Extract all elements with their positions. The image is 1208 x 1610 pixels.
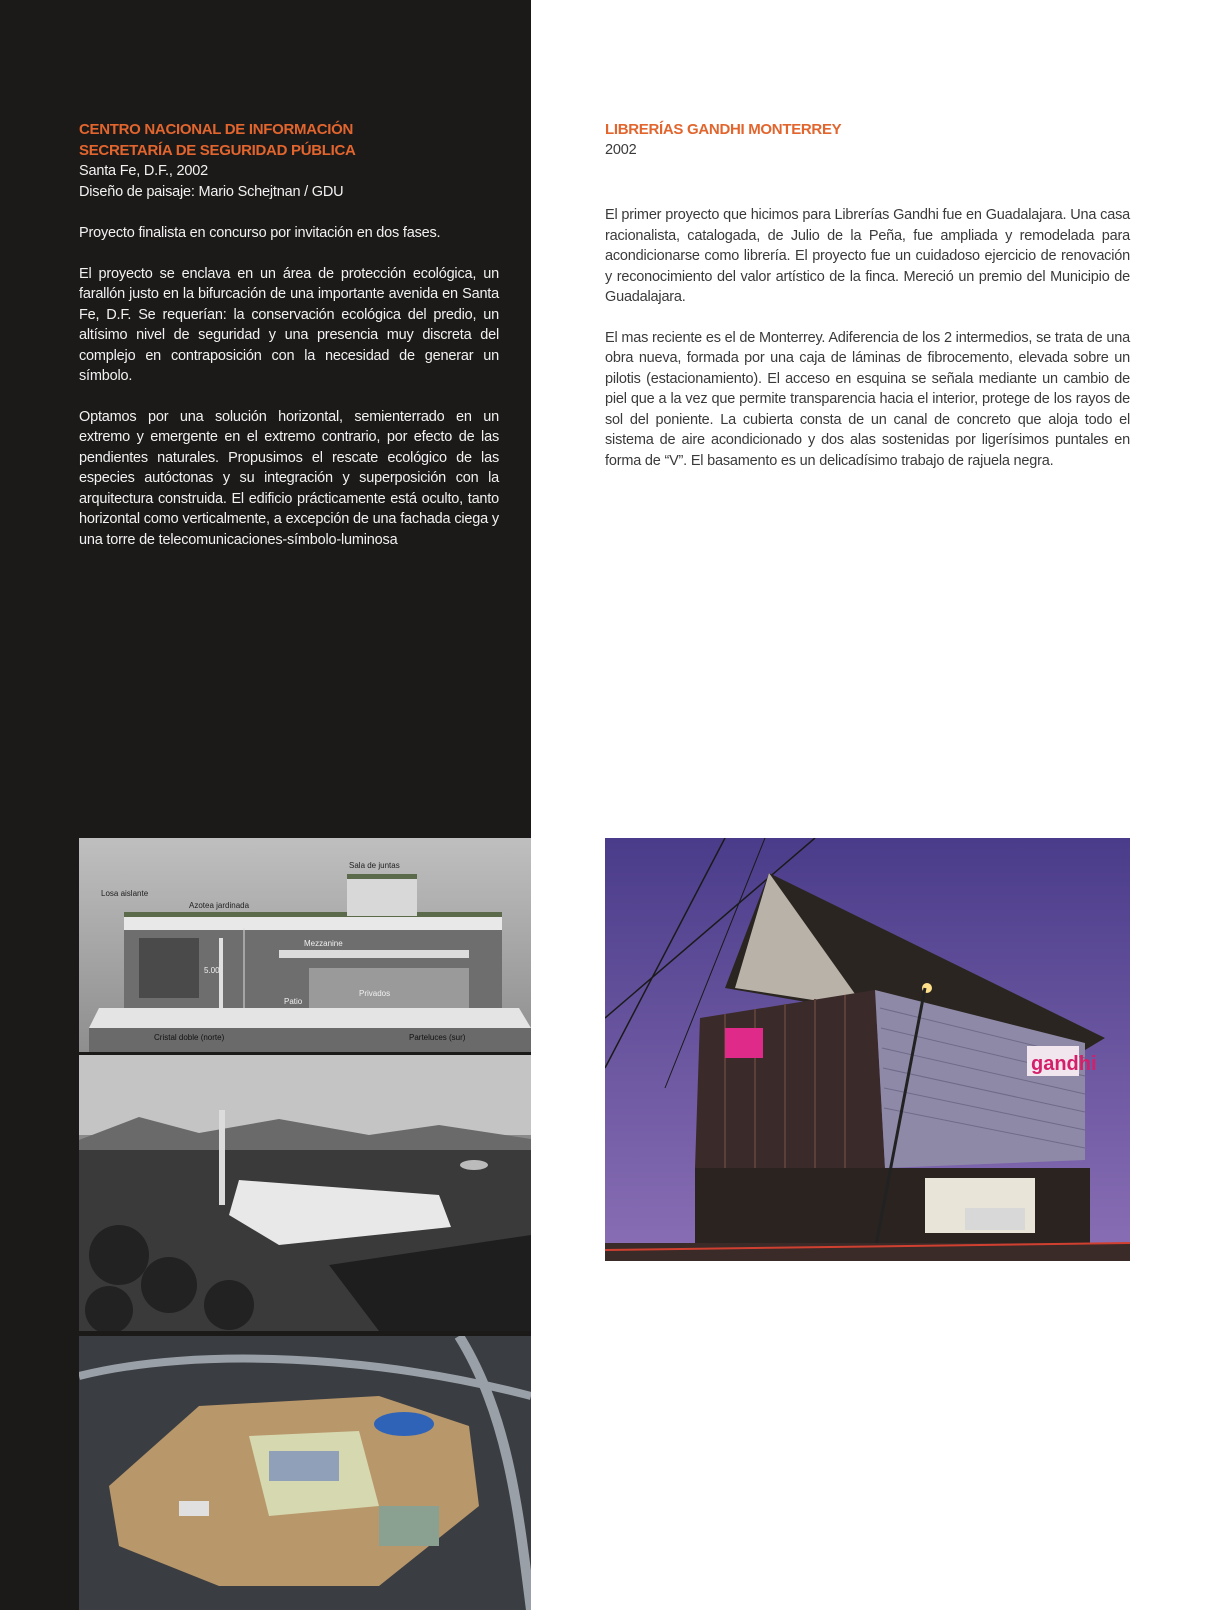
left-paragraph-3: Optamos por una solución horizontal, semienterrado en un extremo y emergente en el extremo contrario, por efecto de las pendientes naturales. Propusimos el rescate ecológico de las especies autóctonas y su integración y superposición con la arquitectura construida. El edificio prácticamente está oculto, tanto horizontal como verticalmente, a excepción de una fachada ciega y una torre de telecomunicaciones-símbolo-luminosa — [79, 408, 499, 548]
left-paragraph-1: Proyecto finalista en concurso por invitación en dos fases. — [79, 225, 441, 241]
svg-text:Mezzanine: Mezzanine — [304, 939, 343, 948]
right-paragraph-2: El mas reciente es el de Monterrey. Adiferencia de los 2 intermedios, se trata de una obra nueva, formada por una caja de láminas de fibrocemento, elevada sobre un pilotis (estacionamiento). El acceso en esquina se señala mediante un cambio de piel que a la vez que permite transparencia hacia el interior, protege de los rayos de sol del poniente. La cubierta consta de un canal de concreto que aloja todo el sistema de aire acondicionado y dos alas sostenidas por ligerísimos puntales en forma de “V”. El basamento es un delicadísimo trabajo de rajuela negra. — [605, 329, 1130, 469]
right-project-text — [605, 119, 1130, 471]
svg-text:gandhi: gandhi — [1031, 1053, 1097, 1075]
left-title-line1: CENTRO NACIONAL DE INFORMACIÓN — [79, 121, 354, 138]
left-title-line2: SECRETARÍA DE SEGURIDAD PÚBLICA — [79, 142, 356, 159]
svg-text:Parteluces (sur): Parteluces (sur) — [409, 1033, 466, 1042]
svg-text:Azotea jardinada: Azotea jardinada — [189, 901, 250, 910]
gandhi-building-photo — [605, 838, 1130, 1261]
svg-text:Sala de juntas: Sala de juntas — [349, 861, 400, 870]
svg-text:Privados: Privados — [359, 989, 391, 998]
left-project-text — [79, 119, 499, 550]
svg-text:Patio: Patio — [284, 997, 303, 1006]
left-location: Santa Fe, D.F., 2002 — [79, 163, 208, 179]
aerial-bw-image — [79, 1055, 531, 1331]
right-year: 2002 — [605, 142, 637, 158]
right-title: LIBRERÍAS GANDHI MONTERREY — [605, 121, 842, 138]
section-render-image — [79, 838, 531, 1052]
svg-text:Cristal doble (norte): Cristal doble (norte) — [154, 1033, 225, 1042]
svg-text:5.00: 5.00 — [204, 966, 220, 975]
svg-text:Losa aislante: Losa aislante — [101, 889, 149, 898]
aerial-color-image — [79, 1336, 531, 1610]
left-credit: Diseño de paisaje: Mario Schejtnan / GDU — [79, 184, 344, 200]
left-paragraph-2: El proyecto se enclava en un área de protección ecológica, un farallón justo en la bifurcación de una importante avenida en Santa Fe, D.F. Se requerían: la conservación ecológica del predio, un altísimo nivel de seguridad y una presencia muy discreta del complejo en contraposición con la necesidad de generar un símbolo. — [79, 265, 499, 384]
right-paragraph-1: El primer proyecto que hicimos para Librerías Gandhi fue en Guadalajara. Una casa racionalista, catalogada, de Julio de la Peña, fue ampliada y remodelada para acondicionarse como librería. El proyecto fue un cuidadoso ejercicio de renovación y reconocimiento del valor artístico de la finca. Mereció un premio del Municipio de Guadalajara. — [605, 207, 1130, 305]
